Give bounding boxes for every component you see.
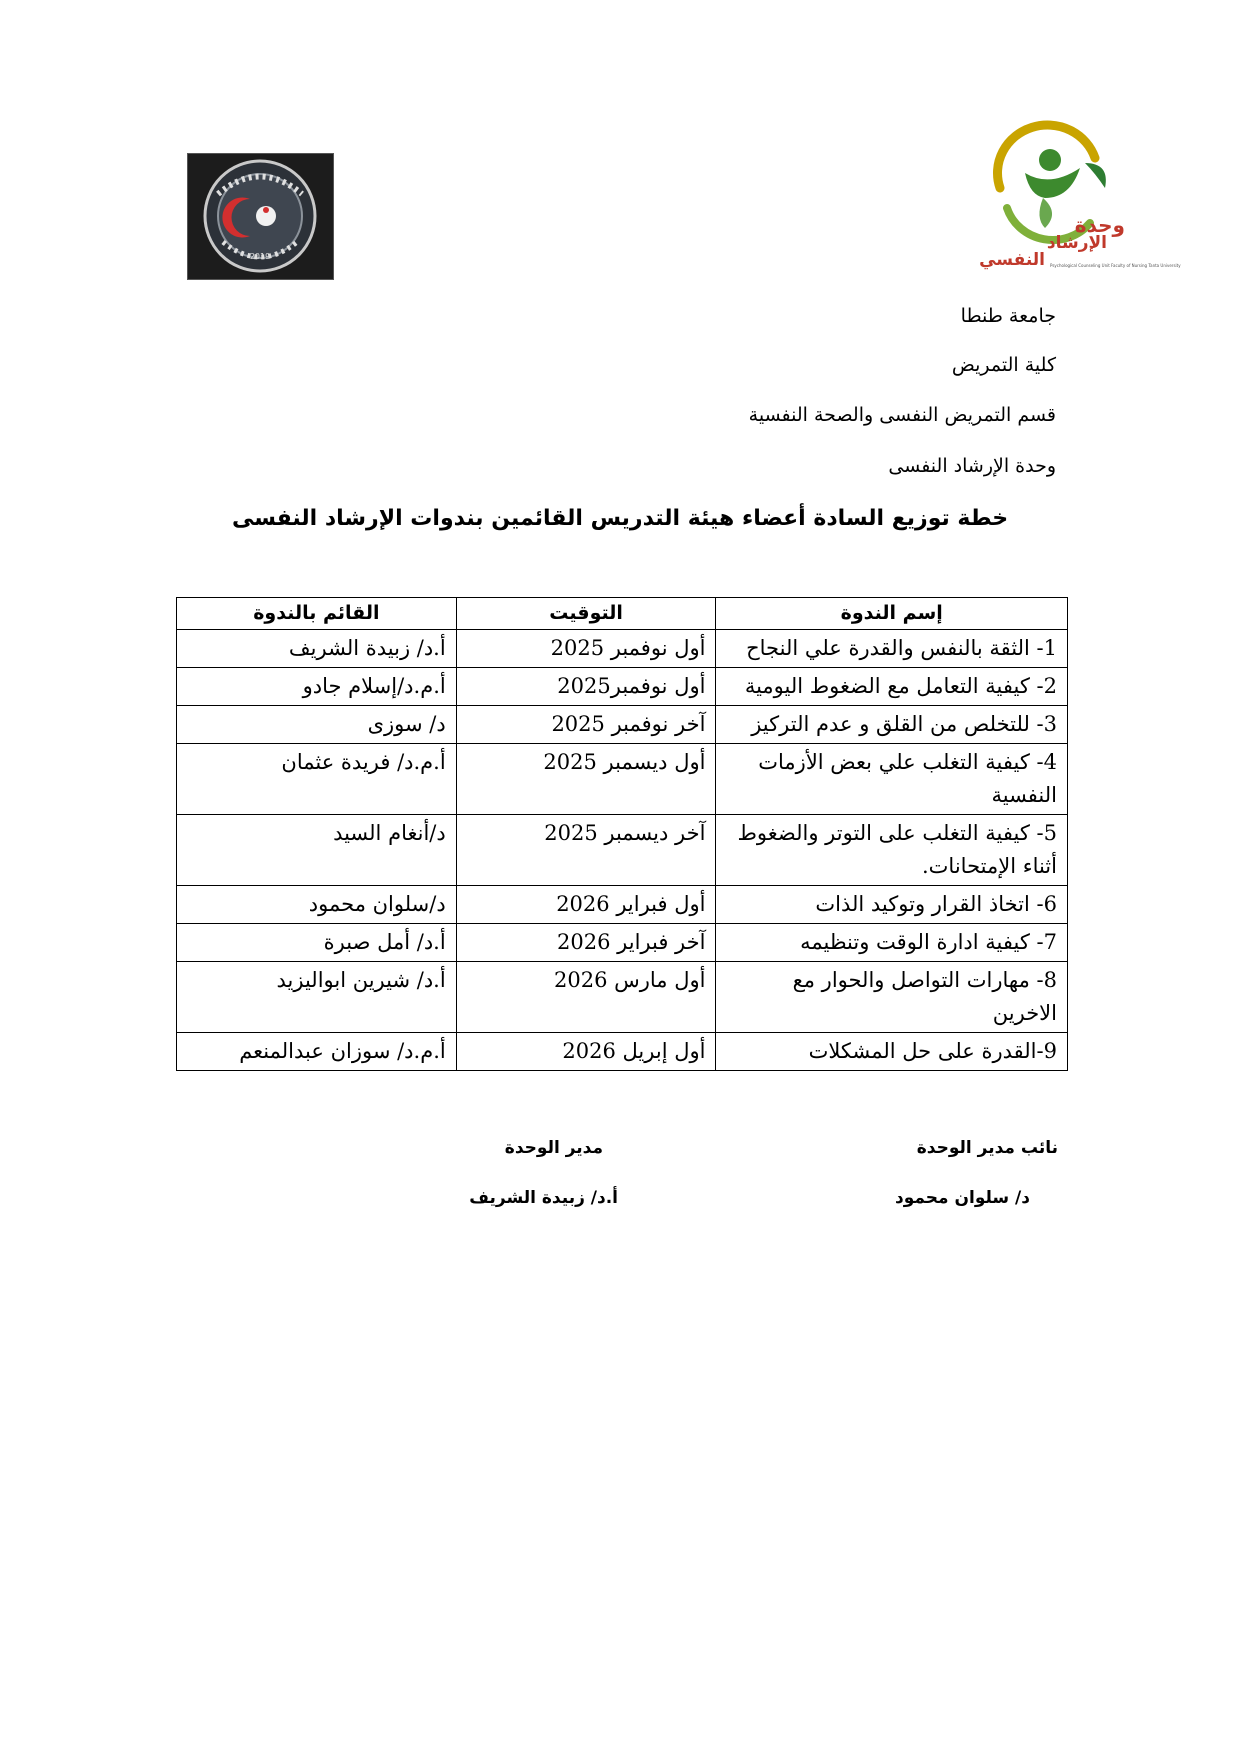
director-name: أ.د/ زبيدة الشريف <box>469 1188 618 1208</box>
faculty-name: كلية التمريض <box>951 354 1056 376</box>
table-row <box>177 630 1068 668</box>
seminar-topic: 1- الثقة بالنفس والقدرة علي النجاح <box>716 630 1068 668</box>
seminar-presenter: أ.د/ زبيدة الشريف <box>177 630 457 668</box>
seminar-topic: 2- كيفية التعامل مع الضغوط اليومية <box>716 668 1068 706</box>
table-row <box>177 962 1068 1033</box>
seminar-presenter: د/أنغام السيد <box>177 815 457 886</box>
seminar-timing: آخر فبراير 2026 <box>456 924 716 962</box>
university-name: جامعة طنطا <box>960 305 1056 327</box>
seminar-topic: 9-القدرة على حل المشكلات <box>716 1033 1068 1071</box>
seminar-topic: 5- كيفية التغلب على التوتر والضغوط أثناء الإمتحانات. <box>716 815 1068 886</box>
seminar-topic: 6- اتخاذ القرار وتوكيد الذات <box>716 886 1068 924</box>
table-row <box>177 744 1068 815</box>
table-header-row <box>177 598 1068 630</box>
header-presenter: القائم بالندوة <box>177 598 457 630</box>
table-row <box>177 1033 1068 1071</box>
svg-text:Psychological Counseling Unit: Psychological Counseling Unit Faculty of Nursing Tanta University <box>1050 263 1181 268</box>
seminar-timing: أول نوفمبر 2025 <box>456 630 716 668</box>
header-topic: إسم الندوة <box>716 598 1068 630</box>
seminar-presenter: د/سلوان محمود <box>177 886 457 924</box>
document-title: خطة توزيع السادة أعضاء هيئة التدريس القائمين بندوات الإرشاد النفسى <box>231 506 1009 531</box>
seminar-timing: أول إبريل 2026 <box>456 1033 716 1071</box>
table-row <box>177 706 1068 744</box>
department-name: قسم التمريض النفسى والصحة النفسية <box>748 404 1056 426</box>
seminar-timing: آخر نوفمبر 2025 <box>456 706 716 744</box>
seminar-topic: 4- كيفية التغلب علي بعض الأزمات النفسية <box>716 744 1068 815</box>
seminar-timing: أول فبراير 2026 <box>456 886 716 924</box>
seminar-presenter: أ.م.د/ فريدة عثمان <box>177 744 457 815</box>
seminar-topic: 7- كيفية ادارة الوقت وتنظيمه <box>716 924 1068 962</box>
seminar-presenter: أ.م.د/ سوزان عبدالمنعم <box>177 1033 457 1071</box>
seminar-presenter: د/ سوزى <box>177 706 457 744</box>
seminar-schedule-table <box>176 597 1068 1071</box>
seminar-presenter: أ.د/ شيرين ابواليزيد <box>177 962 457 1033</box>
table-row <box>177 815 1068 886</box>
deputy-director-name: د/ سلوان محمود <box>895 1188 1030 1208</box>
table-row <box>177 886 1068 924</box>
unit-name: وحدة الإرشاد النفسى <box>888 455 1056 477</box>
table-row <box>177 924 1068 962</box>
director-title: مدير الوحدة <box>504 1138 603 1158</box>
seminar-presenter: أ.م.د/إسلام جادو <box>177 668 457 706</box>
counseling-unit-logo <box>979 128 1181 283</box>
seminar-topic: 8- مهارات التواصل والحوار مع الاخرين <box>716 962 1068 1033</box>
seminar-topic: 3- للتخلص من القلق و عدم التركيز <box>716 706 1068 744</box>
deputy-director-title: نائب مدير الوحدة <box>916 1138 1058 1158</box>
table-row <box>177 668 1068 706</box>
svg-text:وحدة: وحدة <box>1074 213 1125 237</box>
svg-text:النفسي: النفسي <box>979 250 1045 270</box>
svg-text:الإرشاد: الإرشاد <box>1046 233 1107 253</box>
seminar-timing: أول مارس 2026 <box>456 962 716 1033</box>
svg-text:2019: 2019 <box>249 252 271 261</box>
faculty-seal-logo <box>187 153 334 280</box>
seminar-timing: أول نوفمبر2025 <box>456 668 716 706</box>
seminar-presenter: أ.د/ أمل صبرة <box>177 924 457 962</box>
seminar-timing: أول ديسمبر 2025 <box>456 744 716 815</box>
header-timing: التوقيت <box>456 598 716 630</box>
seminar-timing: آخر ديسمبر 2025 <box>456 815 716 886</box>
